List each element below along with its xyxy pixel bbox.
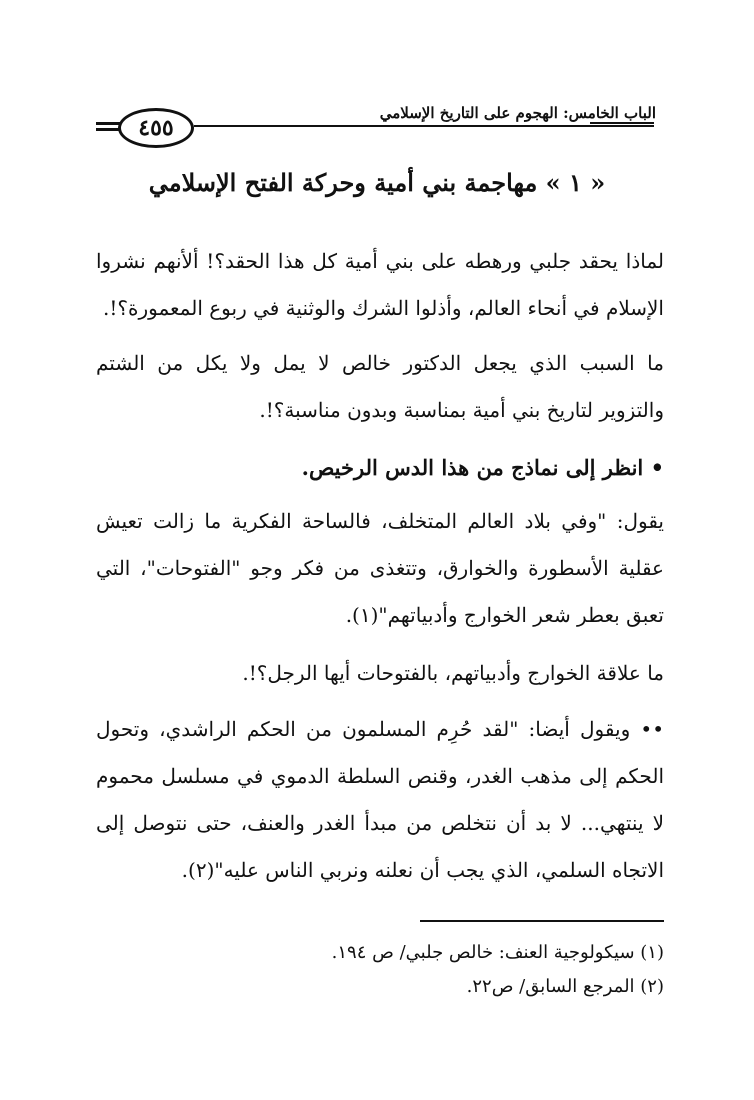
section-title: « ١ » مهاجمة بني أمية وحركة الفتح الإسلامي	[148, 168, 606, 197]
footnote-2: (٢) المرجع السابق/ ص٢٢.	[466, 976, 664, 997]
paragraph-2: ما السبب الذي يجعل الدكتور خالص لا يمل ولا يكل من الشتم والتزوير لتاريخ بني أمية بمناسبة وبدون مناسبة؟!.	[96, 351, 664, 422]
running-title: الباب الخامس: الهجوم على التاريخ الإسلامي	[379, 104, 656, 122]
paragraph-5: ما علاقة الخوارج وأدبياتهم، بالفتوحات أيها الرجل؟!.	[242, 661, 664, 685]
footnote-separator	[420, 920, 664, 922]
paragraph-1: لماذا يحقد جلبي ورهطه على بني أمية كل هذا الحقد؟! ألأنهم نشروا الإسلام في أنحاء العالم، وأذلوا الشرك والوثنية في ربوع المعمورة؟!.	[96, 249, 664, 320]
paragraph-6-quote: •• ويقول أيضا: "لقد حُرِم المسلمون من الحكم الراشدي، وتحول الحكم إلى مذهب الغدر، وقنص السلطة الدموي في مسلسل محموم لا ينتهي... لا بد أن نتخلص من مبدأ الغدر والعنف، حتى نتوصل إلى الاتجاه السلمي، الذي يجب أن نعلنه ونربي الناس عليه"(٢).	[96, 717, 664, 882]
header-rule-long	[194, 125, 654, 127]
paragraph-4-quote: يقول: "وفي بلاد العالم المتخلف، فالساحة الفكرية ما زالت تعيش عقلية الأسطورة والخوارق، وتتغذى من فكر وجو "الفتوحات"، التي تعبق بعطر شعر الخوارج وأدبياتهم"(١).	[96, 509, 664, 627]
footnote-1: (١) سيكولوجية العنف: خالص جلبي/ ص ١٩٤.	[331, 942, 664, 963]
header-rule-left-bottom	[96, 128, 120, 131]
header-rule-right	[590, 122, 654, 124]
header-rule-left-top	[96, 122, 120, 125]
page-number: ٤٥٥	[118, 108, 194, 148]
paragraph-3-heading: • انظر إلى نماذج من هذا الدس الرخيص.	[301, 455, 664, 480]
